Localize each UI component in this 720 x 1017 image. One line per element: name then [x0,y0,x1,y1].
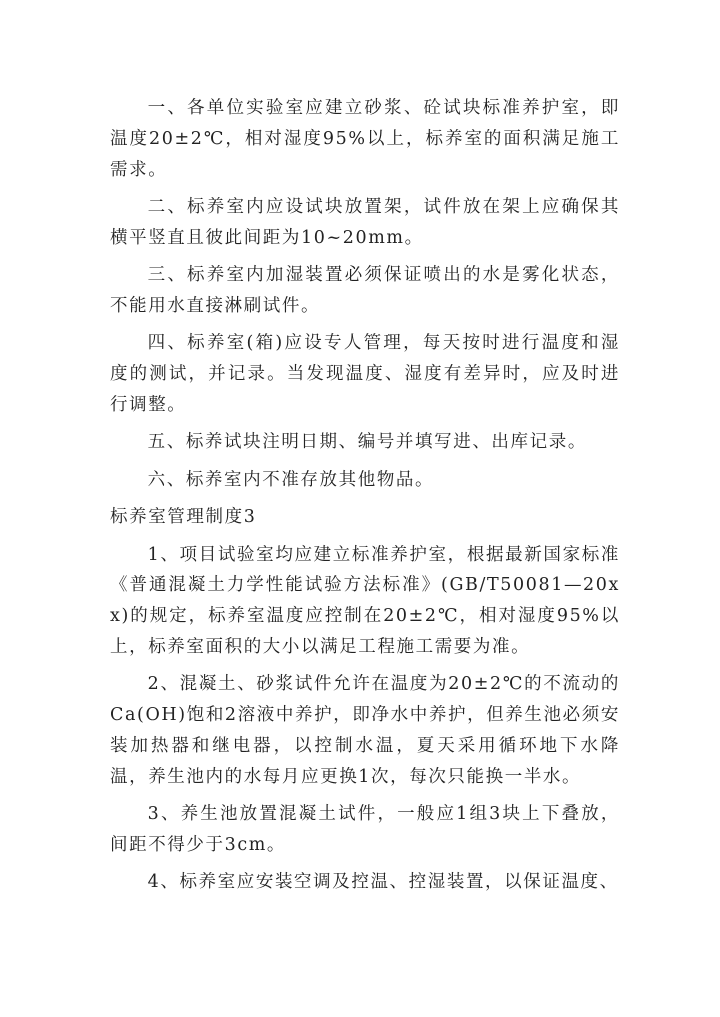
document-body [110,93,620,905]
paragraph-4: 四、标养室(箱)应设专人管理，每天按时进行温度和湿度的测试，并记录。当发现温度、湿度有差异时，应及时进行调整。 [110,333,620,415]
paragraph-1: 一、各单位实验室应建立砂浆、砼试块标准养护室，即温度20±2℃，相对湿度95%以上，标养室的面积满足施工需求。 [110,98,620,180]
paragraph-2: 二、标养室内应设试块放置架，试件放在架上应确保其横平竖直且彼此间距为10~20mm。 [110,196,620,248]
section-paragraph-2: 2、混凝土、砂浆试件允许在温度为20±2℃的不流动的Ca(OH)饱和2溶液中养护，即净水中养护，但养生池必须安装加热器和继电器，以控制水温，夏天采用循环地下水降温，养生池内的水每月应更换1次，每次只能换一半水。 [110,674,620,787]
section-paragraph-1: 1、项目试验室均应建立标准养护室，根据最新国家标准《普通混凝土力学性能试验方法标准》(GB/T50081—20xx)的规定，标养室温度应控制在20±2℃，相对湿度95%以上，标养室面积的大小以满足工程施工需要为准。 [110,544,620,657]
section-paragraph-3: 3、养生池放置混凝土试件，一般应1组3块上下叠放，间距不得少于3cm。 [110,804,620,855]
paragraph-6: 六、标养室内不准存放其他物品。 [147,469,435,490]
section-title: 标养室管理制度3 [110,507,257,528]
paragraph-5: 五、标养试块注明日期、编号并填写进、出库记录。 [147,432,587,453]
paragraph-3: 三、标养室内加湿装置必须保证喷出的水是雾化状态，不能用水直接淋刷试件。 [110,265,620,316]
section-paragraph-4: 4、标养室应安装空调及控温、控湿装置，以保证温度、 [147,872,619,893]
